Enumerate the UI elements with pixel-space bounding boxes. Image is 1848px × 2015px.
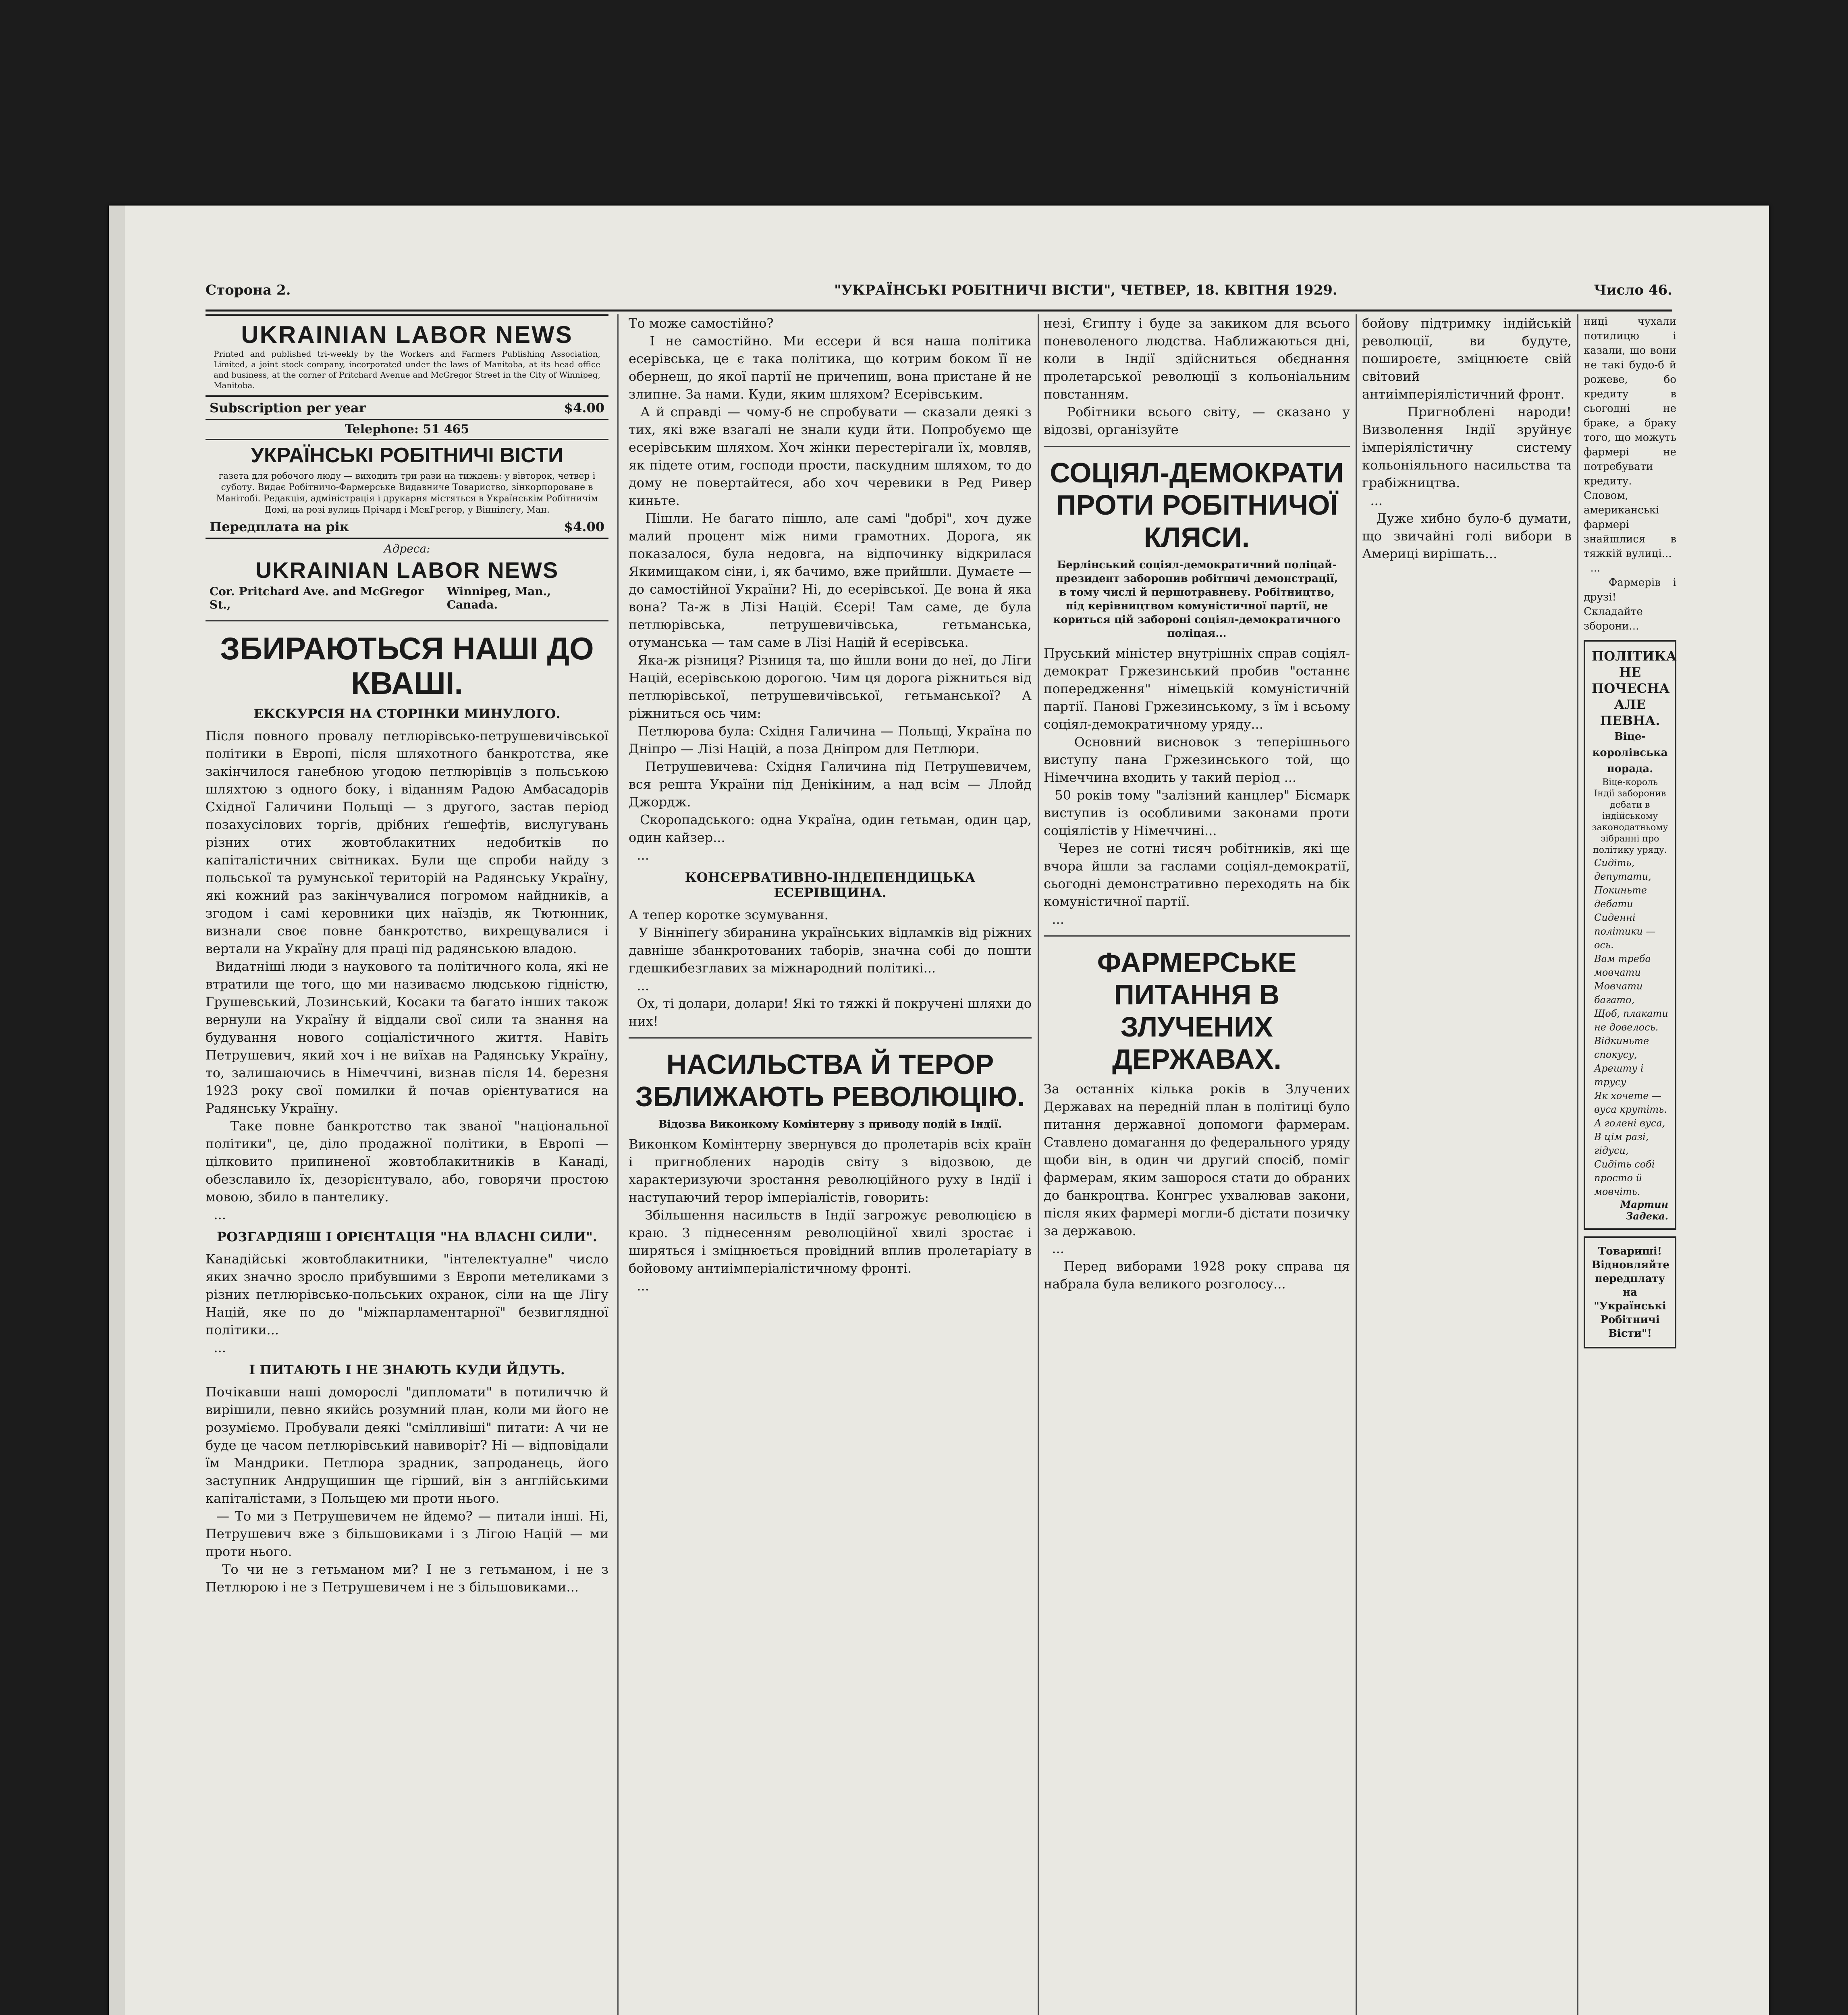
column2-body2: Виконком Комінтерну звернувся до пролетарів всіх країн і пригноблених народів світу з відозвою, де характеризуючи зростання революційного руху в Індії і наступаючий терор імперіалістів, говорить: Збільшення насильств в Індії загрожує революцією в краю. З піднесенням революційної хвилі зростає і ширяться і зміцнюється провідний вплив пролетаріату в бойовому антиімперіалістичному фронті. ... [629,1136,1032,1294]
divider [629,1037,1032,1039]
column2-section-heading: КОНСЕРВАТИВНО-ІНДЕПЕНДИЦЬКА ЕСЕРІВЩИНА. [685,870,976,900]
column-rule [617,314,619,2015]
divider [1044,446,1350,447]
poem-box-note: Віце-король Індії заборонив дебати в індійському законодатньому зібранні про політику уряду. [1592,777,1668,855]
poem-author: Мартин Задека. [1620,1199,1668,1222]
article1-subheading: ЕКСКУРСІЯ НА СТОРІНКИ МИНУЛОГО. [253,706,561,721]
column3-headline2: ФАРМЕРСЬКЕ ПИТАННЯ В ЗЛУЧЕНИХ ДЕРЖАВАХ. [1097,947,1297,1075]
prepay-row [206,516,608,539]
subscription-label: Subscription per year [210,400,366,415]
column-rule [1038,314,1039,2015]
column-4 [1362,314,1572,2015]
address-street: Cor. Pritchard Ave. and McGregor St., [210,585,424,611]
column-3 [1044,314,1350,2015]
prepay-price: $4.00 [564,519,604,534]
column3-body: Пруський міністер внутрішніх справ соціял-демократ Гржезинський пробив "останнє попередження" німецькій комуністичній партії. Панові Гржезинському, з їм і всьому соціял-демократичному уряду... Основний висновок з теперішнього виступу пана Гржезинського той, що Німеччина входить у такий період ... 50 років тому "залізний канцлер" Бісмарк виступив із особливими законами проти соціялістів у Німеччині... Через не сотні тисяч робітників, які ще вчора йшли за гаслами соціял-демократії, сьогодні демонстративно переходять на бік комуністичної партії. ... [1044,646,1350,927]
column-rule [1356,314,1357,2015]
prepay-label: Передплата на рік [210,519,349,534]
subscription-price: $4.00 [564,400,604,415]
poem-box [1584,640,1676,1230]
article1-section2-body: Канадійські жовтоблакитники, "інтелектуалне" число яких значно зросло прибувшими з Европи метеликами з різних петлюрівсько-польських охранок, сіли на ще Лігу Націй, яке по до "міжпарламентарної" безвиглядної політики... ... [206,1251,608,1355]
newspaper-page [109,206,1769,2015]
masthead [206,314,608,397]
subscription-notice: Товариші! Відновляйте передплату на "Українські Робітничі Вісти"! [1592,1245,1670,1340]
poem-box-subtitle: Віце-королівська порада. [1592,731,1668,775]
masthead-ua [206,443,608,516]
column2-lede2: Відозва Виконкому Комінтерну з приводу подій в Індії. [658,1118,1002,1130]
paper-date: "УКРАЇНСЬКІ РОБІТНИЧІ ВІСТИ", ЧЕТВЕР, 18. КВІТНЯ 1929. [834,282,1337,298]
article1-body: Після повного провалу петлюрівсько-петрушевичівської політики в Европі, після шляхотного банкротства, яке закінчилося ганебною угодою петлюрівців з польською шляхтою з одного боку, і віданням Радою Амбасадорів Східної Галичини Польщі — з другого, застав період позахусілових торгів, дрібних ґешефтів, вислугувань різних отих жовтоблакитних недобитків по капіталістичних світниках. Були ще спроби найду з польської та румунської територій на Радянську Україну, які кожний раз закінчувалися погромом найдників, а згодом і самі керовники цих наїздів, як Тютюнник, визнали своє повне банкротство, вихрещувалися і вертали на Україну для праці під радянською владою. Видатніші люди з наукового та політичного кола, які не втратили ще того, що ми називаємо людською гідністю, Грушевський, Лозинський, Косаки та багато інших також вернули на Україну й віддали свої сили та знання на будування нового соціалістичного життя. Навіть Петрушевич, який хоч і не виїхав на Радянську Україну, то, залишаючись в Німеччині, визнав після 14. березня 1923 року свої помилки й почав орієнтуватися на Радянську Україну. Таке повне банкротство так званої "національної політики", це, діло продажної політики, в Европі — цілковито припиненої жовтоблакитників в Канаді, обезславило їх, дезорієнтувало, або, говорячи простою мовою, збило в пантелику. ... [206,728,609,1222]
column5-body: ниці чухали потилицю і казали, що вони не такі будо-б й рожеве, бо кредиту в сьогодні не браке, а браку того, що можуть фармері не потребувати кредиту. Словом, американські фармері знайшлися в тяжкій вулиці... ... Фармерів і друзі! Складайте зборони... [1584,316,1677,632]
column-2 [629,314,1032,2015]
column3-body-top: незі, Єгипту і буде за закиком для всього поневоленого людства. Наближаються дні, коли в Індії здійсниться обєднання пролетарської революції з кольоніальним повстанням. Робітники всього світу, — сказано у відозві, організуйте [1044,316,1350,437]
masthead-title-en: UKRAINIAN LABOR NEWS [241,321,573,348]
address-city: Winnipeg, Man., Canada. [446,585,551,611]
column3-body2: За останніх кілька років в Злучених Державах на передній план в політиці було питання державної допомоги фармерам. Ставлено домагання до федерального уряду щоби він, в один чи другий спосіб, поміг фармерам, яким зашорося стати до обраних до банкроцтва. Конгрес ухвалював закони, після яких фармері могли-б дістати позичку за державою. ... Перед виборами 1928 року справа ця набрала була великого розголосу... [1044,1081,1350,1292]
column-rule [1577,314,1578,2015]
column3-headline: СОЦІЯЛ-ДЕМОКРАТИ ПРОТИ РОБІТНИЧОЇ КЛЯСИ. [1050,457,1344,553]
notice-box [1584,1236,1676,1348]
address-line [206,583,608,613]
page-edge [109,206,125,2015]
page-label: Сторона 2. [206,282,291,298]
issue-number: Число 46. [1594,282,1672,298]
telephone: Telephone: 51 465 [206,420,608,440]
poem: Сидіть, депутати, Покиньте дебати Сиденні політики — ось. Вам треба мовчати Мовчати багато, Щоб, плакати не довелось. Відкиньте спокусу, Арешту і трусу Як хочете — вуса крутіть. А голені вуса, В цім разі, гідуси, Сидіть собі просто й мовчіть. [1594,857,1668,1197]
poem-box-title: ПОЛІТИКА НЕ ПОЧЕСНА АЛЕ ПЕВНА. [1592,648,1677,728]
masthead-title-ua: УКРАЇНСЬКІ РОБІТНИЧІ ВІСТИ [251,444,563,467]
column-5 [1584,314,1676,2015]
column2-body-top: То може самостійно? І не самостійно. Ми ессери й вся наша політика есерівська, це є така політика, що котрим боком її не обернеш, до якої партії не причепиш, вона пристане й не злипне. За нами. Куди, яким шляхом? Есерівським. А й справді — чому-б не спробувати — сказали деякі з тих, які вже взагалі не знали куди йти. Попробуємо ще есерівським шляхом. Хоч жінки перестерігали їх, мовляв, як підете отим, господи прости, паскудним шляхом, то до дому не повертайтеся, або хоч черевики в Ред Ривер киньте. Пішли. Не багато пішло, але самі "добрі", хоч дуже малий процент між ними грамотних. Дорога, як показалося, була недовга, на відпочинку відкрилася Якимищаком сіни, і, як бачимо, вже прийшли. Думаєте — до самостійної України? Ні, до есерівської. Де вона й яка вона? Та-ж в Лізі Націй. Єсері! Там саме, де була петлюрівська, петрушевичівська, гетьманська, отуманська — там саме в Лізі Націй й есерівська. Яка-ж різниця? Різниця та, що йшли вони до неї, до Ліги Націй, есерівською дорогою. Чим ця дорога ріжниться від петлюрівської, петрушевичівської, гетьманської? А ріжниться ось чим: Петлюрова була: Східня Галичина — Польщі, Україна по Дніпро — Лізі Націй, а поза Дніпром для Петлюри. Петрушевичева: Східня Галичина під Петрушевичем, вся решта України під Денікіним, а над всім — Ллойд Джордж. Скоропадського: одна Україна, один гетьман, один цар, один кайзер... ... [629,316,1032,863]
address-name: UKRAINIAN LABOR NEWS [255,557,559,583]
article1-headline: ЗБИРАЮТЬСЯ НАШІ ДО КВАШІ. [220,631,594,701]
article1-section3-heading: І ПИТАЮТЬ І НЕ ЗНАЮТЬ КУДИ ЙДУТЬ. [249,1362,565,1377]
divider [206,620,608,621]
column4-body: бойову підтримку індійській революції, ви будуте, пошироєте, зміцнюєте свій світовий антиімперіялістичний фронт. Пригноблені народи! Визволення Індії зруйнує імперіялістичну систему кольоніяльного насильства та грабіжництва. ... Дуже хибно було-б думати, що звичайні голі вибори в Америці вирішать... [1362,316,1572,561]
column2-headline2: НАСИЛЬСТВА Й ТЕРОР ЗБЛИЖАЮТЬ РЕВОЛЮЦІЮ. [635,1049,1025,1112]
column2-section-body: А тепер коротке зсумування. У Вінніпеґу збиранина українських відламків від ріжних давніше збанкротованих таборів, значна собі до пошти гдешкибезглавих за міжнародний політикі... ... Ох, ті долари, долари! Які то тяжкі й покручені шляхи до них! [629,907,1032,1029]
article1-section2-heading: РОЗГАРДІЯШ І ОРІЄНТАЦІЯ "НА ВЛАСНІ СИЛИ". [217,1229,597,1244]
article1-section3-body: Почікавши наші доморослі "дипломати" в потиличчю й вирішили, певно якийсь розумний план, коли ми його не розуміємо. Пробували деякі "смілливіші" питати: А чи не буде це часом петлюрівський навиворіт? Ні — відповідали їм Мандрики. Петлюра зрадник, запроданець, його заступник Андрущишин ще гірший, він з англійськими капіталістами, з Польщею ми проти нього. — То ми з Петрушевичем не йдемо? — питали інші. Ні, Петрушевич вже з більшовиками і з Лігою Націй — ми проти нього. То чи не з гетьманом ми? І не з гетьманом, і не з Петлюрою і не з Петрушевичем і не з більшовиками... [206,1384,609,1595]
column3-lede: Берлінський соціял-демократичний поліцай-президент заборонив робітничі демонстрації, в тому числі й першотравневу. Робітництво, під керівництвом комуністичної партії, не кориться цій забороні соціял-демократичного поліцая... [1053,559,1341,640]
masthead-ua-note: газета для робочого люду — виходить три рази на тиждень: у вівторок, четвер і суботу. Видає Робітничо-Фармерське Видавниче Товариство, зінкорпороване в Манітобі. Редакція, адміністрація і друкарня містяться в Українськім Робітничім Домі, на розі вулиць Прічард і МекГрегор, у Вінніпеґу, Ман. [216,471,598,515]
column-1 [206,314,608,2015]
publisher-note: Printed and published tri-weekly by the Workers and Farmers Publishing Association, Limited, a joint stock company, incorporated under the laws of Manitoba, at its head office and business, at the corner of Pritchard Avenue and McGregor Street in the City of Winnipeg, Manitoba. [214,349,600,390]
divider [1044,935,1350,937]
running-header [206,282,1672,306]
subscription-row [206,397,608,420]
address-label: Адреса: [384,542,430,555]
header-rule [206,310,1672,312]
